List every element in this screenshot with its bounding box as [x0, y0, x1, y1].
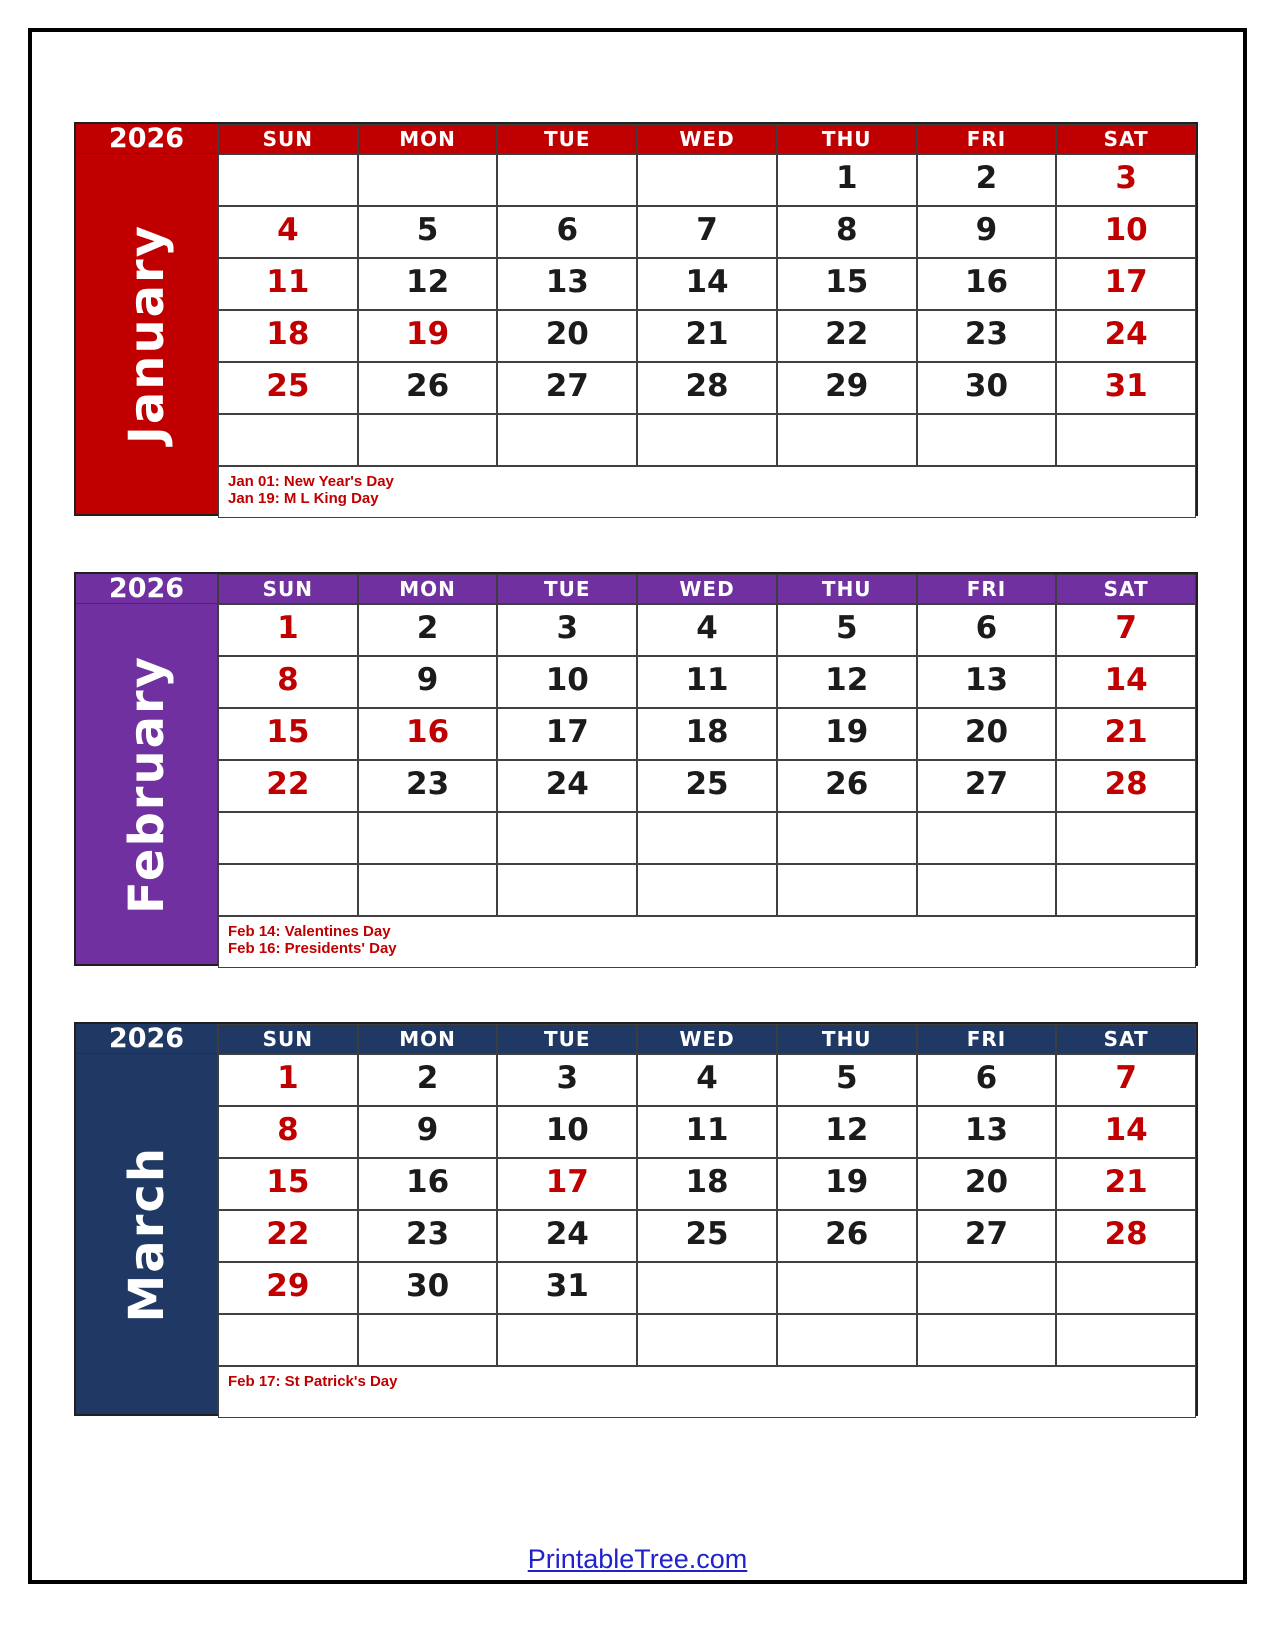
day-cell-march-6: 6	[917, 1054, 1057, 1106]
month-name: February	[118, 654, 175, 914]
day-cell-empty	[497, 414, 637, 466]
weekday-header-tue: TUE	[497, 124, 637, 154]
day-cell-empty	[218, 812, 358, 864]
day-cell-january-3: 3	[1056, 154, 1196, 206]
day-cell-march-8: 8	[218, 1106, 358, 1158]
day-cell-empty	[777, 1262, 917, 1314]
day-cell-january-2: 2	[917, 154, 1057, 206]
day-cell-january-20: 20	[497, 310, 637, 362]
day-cell-march-2: 2	[358, 1054, 498, 1106]
day-cell-empty	[358, 414, 498, 466]
holiday-notes	[218, 466, 1196, 518]
day-cell-february-4: 4	[637, 604, 777, 656]
month-name-wrap	[76, 1054, 217, 1414]
january-sidebar	[76, 124, 218, 514]
day-cell-january-28: 28	[637, 362, 777, 414]
day-cell-march-17: 17	[497, 1158, 637, 1210]
holiday-note: Feb 17: St Patrick's Day	[228, 1373, 398, 1390]
day-cell-empty	[218, 414, 358, 466]
month-block-january	[74, 122, 1198, 516]
week-row	[218, 414, 1196, 466]
holiday-note: Jan 19: M L King Day	[228, 490, 379, 507]
week-row	[218, 310, 1196, 362]
day-cell-empty	[917, 864, 1057, 916]
day-cell-march-23: 23	[358, 1210, 498, 1262]
day-cell-january-21: 21	[637, 310, 777, 362]
day-cell-february-18: 18	[637, 708, 777, 760]
february-sidebar	[76, 574, 218, 964]
day-cell-empty	[497, 864, 637, 916]
month-block-march	[74, 1022, 1198, 1416]
day-cell-march-20: 20	[917, 1158, 1057, 1210]
day-cell-empty	[777, 864, 917, 916]
month-name: March	[118, 1145, 175, 1323]
weekday-header-fri: FRI	[917, 1024, 1057, 1054]
march-sidebar	[76, 1024, 218, 1414]
day-cell-february-8: 8	[218, 656, 358, 708]
weekday-header-mon: MON	[358, 1024, 498, 1054]
holiday-notes	[218, 1366, 1196, 1418]
day-cell-march-29: 29	[218, 1262, 358, 1314]
weekday-header-wed: WED	[637, 574, 777, 604]
week-row	[218, 864, 1196, 916]
day-cell-march-15: 15	[218, 1158, 358, 1210]
day-cell-march-31: 31	[497, 1262, 637, 1314]
weeks-grid	[218, 154, 1196, 466]
day-cell-march-21: 21	[1056, 1158, 1196, 1210]
day-cell-empty	[1056, 864, 1196, 916]
day-cell-empty	[1056, 414, 1196, 466]
day-cell-february-25: 25	[637, 760, 777, 812]
holiday-note: Feb 16: Presidents' Day	[228, 940, 397, 957]
weekday-header-tue: TUE	[497, 574, 637, 604]
week-row	[218, 812, 1196, 864]
day-cell-empty	[917, 414, 1057, 466]
day-cell-january-14: 14	[637, 258, 777, 310]
weekday-header-wed: WED	[637, 124, 777, 154]
week-row	[218, 1054, 1196, 1106]
day-cell-january-7: 7	[637, 206, 777, 258]
day-cell-empty	[497, 812, 637, 864]
day-cell-february-16: 16	[358, 708, 498, 760]
weeks-grid	[218, 1054, 1196, 1366]
day-cell-march-7: 7	[1056, 1054, 1196, 1106]
january-grid	[218, 124, 1196, 514]
day-cell-march-22: 22	[218, 1210, 358, 1262]
day-cell-february-12: 12	[777, 656, 917, 708]
day-cell-january-31: 31	[1056, 362, 1196, 414]
weekday-header-wed: WED	[637, 1024, 777, 1054]
day-cell-january-6: 6	[497, 206, 637, 258]
day-cell-february-21: 21	[1056, 708, 1196, 760]
day-cell-empty	[637, 864, 777, 916]
day-cell-february-1: 1	[218, 604, 358, 656]
holiday-notes	[218, 916, 1196, 968]
day-cell-march-16: 16	[358, 1158, 498, 1210]
weekday-header-sat: SAT	[1056, 574, 1196, 604]
day-cell-february-26: 26	[777, 760, 917, 812]
weekday-header-fri: FRI	[917, 124, 1057, 154]
day-cell-empty	[917, 1262, 1057, 1314]
day-cell-january-17: 17	[1056, 258, 1196, 310]
day-cell-february-28: 28	[1056, 760, 1196, 812]
day-cell-january-27: 27	[497, 362, 637, 414]
month-block-february	[74, 572, 1198, 966]
day-cell-march-3: 3	[497, 1054, 637, 1106]
day-cell-february-10: 10	[497, 656, 637, 708]
week-row	[218, 1106, 1196, 1158]
day-cell-march-9: 9	[358, 1106, 498, 1158]
day-cell-february-27: 27	[917, 760, 1057, 812]
day-cell-february-9: 9	[358, 656, 498, 708]
day-cell-january-25: 25	[218, 362, 358, 414]
day-cell-empty	[497, 1314, 637, 1366]
day-cell-march-12: 12	[777, 1106, 917, 1158]
day-cell-march-11: 11	[637, 1106, 777, 1158]
day-cell-march-10: 10	[497, 1106, 637, 1158]
day-cell-empty	[637, 1262, 777, 1314]
weekday-header-thu: THU	[777, 1024, 917, 1054]
day-cell-january-24: 24	[1056, 310, 1196, 362]
weekday-header-tue: TUE	[497, 1024, 637, 1054]
year-label: 2026	[76, 574, 217, 604]
day-cell-february-24: 24	[497, 760, 637, 812]
day-cell-empty	[1056, 1262, 1196, 1314]
day-cell-february-13: 13	[917, 656, 1057, 708]
day-cell-empty	[358, 812, 498, 864]
day-cell-empty	[637, 812, 777, 864]
week-row	[218, 1314, 1196, 1366]
day-cell-january-10: 10	[1056, 206, 1196, 258]
day-cell-march-24: 24	[497, 1210, 637, 1262]
day-cell-january-29: 29	[777, 362, 917, 414]
day-cell-empty	[358, 154, 498, 206]
holiday-note: Feb 14: Valentines Day	[228, 923, 391, 940]
week-row	[218, 206, 1196, 258]
day-cell-march-1: 1	[218, 1054, 358, 1106]
day-cell-empty	[917, 1314, 1057, 1366]
day-cell-february-22: 22	[218, 760, 358, 812]
day-cell-march-19: 19	[777, 1158, 917, 1210]
week-row	[218, 656, 1196, 708]
weekday-header-sun: SUN	[218, 1024, 358, 1054]
day-cell-january-22: 22	[777, 310, 917, 362]
month-name-wrap	[76, 154, 217, 514]
day-cell-february-7: 7	[1056, 604, 1196, 656]
weekday-header-sun: SUN	[218, 124, 358, 154]
day-cell-march-28: 28	[1056, 1210, 1196, 1262]
weekday-header-thu: THU	[777, 124, 917, 154]
week-row	[218, 154, 1196, 206]
day-cell-february-6: 6	[917, 604, 1057, 656]
weekday-header-row	[218, 124, 1196, 154]
day-cell-january-15: 15	[777, 258, 917, 310]
weekday-header-row	[218, 1024, 1196, 1054]
weeks-grid	[218, 604, 1196, 916]
day-cell-january-19: 19	[358, 310, 498, 362]
day-cell-empty	[1056, 812, 1196, 864]
week-row	[218, 708, 1196, 760]
day-cell-march-4: 4	[637, 1054, 777, 1106]
day-cell-january-11: 11	[218, 258, 358, 310]
day-cell-january-12: 12	[358, 258, 498, 310]
month-name: January	[118, 224, 175, 444]
week-row	[218, 760, 1196, 812]
weekday-header-mon: MON	[358, 124, 498, 154]
day-cell-empty	[637, 414, 777, 466]
day-cell-february-19: 19	[777, 708, 917, 760]
day-cell-january-9: 9	[917, 206, 1057, 258]
day-cell-empty	[777, 1314, 917, 1366]
day-cell-january-18: 18	[218, 310, 358, 362]
day-cell-empty	[218, 154, 358, 206]
week-row	[218, 1262, 1196, 1314]
year-label: 2026	[76, 124, 217, 154]
day-cell-empty	[218, 864, 358, 916]
weekday-header-sun: SUN	[218, 574, 358, 604]
day-cell-january-13: 13	[497, 258, 637, 310]
day-cell-january-23: 23	[917, 310, 1057, 362]
weekday-header-row	[218, 574, 1196, 604]
day-cell-march-26: 26	[777, 1210, 917, 1262]
weekday-header-sat: SAT	[1056, 1024, 1196, 1054]
week-row	[218, 362, 1196, 414]
day-cell-empty	[777, 812, 917, 864]
day-cell-february-23: 23	[358, 760, 498, 812]
holiday-note: Jan 01: New Year's Day	[228, 473, 394, 490]
day-cell-empty	[637, 1314, 777, 1366]
day-cell-empty	[917, 812, 1057, 864]
printabletree-link[interactable]: PrintableTree.com	[527, 1544, 748, 1574]
day-cell-february-11: 11	[637, 656, 777, 708]
day-cell-january-5: 5	[358, 206, 498, 258]
day-cell-january-4: 4	[218, 206, 358, 258]
day-cell-march-30: 30	[358, 1262, 498, 1314]
day-cell-empty	[777, 414, 917, 466]
day-cell-february-2: 2	[358, 604, 498, 656]
week-row	[218, 1158, 1196, 1210]
day-cell-february-14: 14	[1056, 656, 1196, 708]
february-grid	[218, 574, 1196, 964]
day-cell-empty	[358, 1314, 498, 1366]
weekday-header-sat: SAT	[1056, 124, 1196, 154]
day-cell-march-27: 27	[917, 1210, 1057, 1262]
day-cell-march-14: 14	[1056, 1106, 1196, 1158]
day-cell-empty	[218, 1314, 358, 1366]
day-cell-january-30: 30	[917, 362, 1057, 414]
week-row	[218, 604, 1196, 656]
day-cell-empty	[358, 864, 498, 916]
day-cell-january-8: 8	[777, 206, 917, 258]
weekday-header-fri: FRI	[917, 574, 1057, 604]
day-cell-march-25: 25	[637, 1210, 777, 1262]
month-name-wrap	[76, 604, 217, 964]
day-cell-february-20: 20	[917, 708, 1057, 760]
week-row	[218, 1210, 1196, 1262]
weekday-header-mon: MON	[358, 574, 498, 604]
day-cell-empty	[1056, 1314, 1196, 1366]
day-cell-march-18: 18	[637, 1158, 777, 1210]
day-cell-january-16: 16	[917, 258, 1057, 310]
day-cell-empty	[497, 154, 637, 206]
day-cell-february-15: 15	[218, 708, 358, 760]
weekday-header-thu: THU	[777, 574, 917, 604]
day-cell-february-5: 5	[777, 604, 917, 656]
march-grid	[218, 1024, 1196, 1414]
day-cell-february-3: 3	[497, 604, 637, 656]
week-row	[218, 258, 1196, 310]
day-cell-january-1: 1	[777, 154, 917, 206]
day-cell-empty	[637, 154, 777, 206]
day-cell-march-13: 13	[917, 1106, 1057, 1158]
day-cell-january-26: 26	[358, 362, 498, 414]
day-cell-march-5: 5	[777, 1054, 917, 1106]
year-label: 2026	[76, 1024, 217, 1054]
day-cell-february-17: 17	[497, 708, 637, 760]
